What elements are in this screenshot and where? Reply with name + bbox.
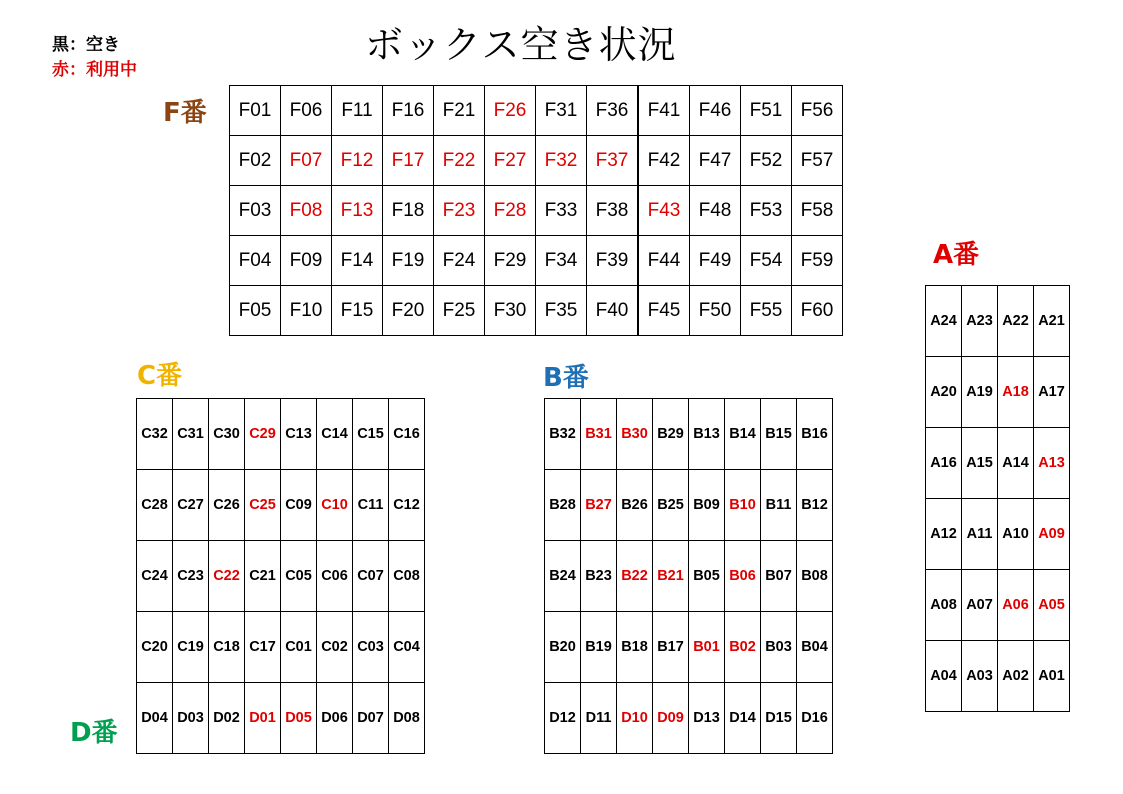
box-cell: C19 — [173, 612, 209, 683]
box-cell: A20 — [926, 357, 962, 428]
grid-row — [545, 612, 833, 683]
box-cell: C20 — [137, 612, 173, 683]
box-cell: A21 — [1034, 286, 1070, 357]
box-cell: F02 — [230, 136, 281, 186]
box-cell: C17 — [245, 612, 281, 683]
box-cell: F36 — [587, 86, 639, 136]
grid-row — [230, 236, 843, 286]
box-cell: F05 — [230, 286, 281, 336]
box-cell: C01 — [281, 612, 317, 683]
grid-row — [230, 136, 843, 186]
box-cell: C06 — [317, 541, 353, 612]
box-cell: F34 — [536, 236, 587, 286]
zone-label-d: D番 — [70, 718, 118, 748]
box-cell: D10 — [617, 683, 653, 754]
box-cell: C31 — [173, 399, 209, 470]
box-cell: C22 — [209, 541, 245, 612]
grid-row — [230, 86, 843, 136]
box-grid-c — [136, 398, 425, 754]
box-cell: B12 — [797, 470, 833, 541]
box-cell: C12 — [389, 470, 425, 541]
box-cell: D08 — [389, 683, 425, 754]
box-cell: A13 — [1034, 428, 1070, 499]
legend-in-use: 赤：利用中 — [52, 60, 137, 80]
box-cell: C11 — [353, 470, 389, 541]
box-cell: B26 — [617, 470, 653, 541]
box-cell: C13 — [281, 399, 317, 470]
box-cell: D02 — [209, 683, 245, 754]
box-cell: A15 — [962, 428, 998, 499]
grid-row — [545, 470, 833, 541]
box-cell: A17 — [1034, 357, 1070, 428]
grid-row — [926, 641, 1070, 712]
box-cell: B09 — [689, 470, 725, 541]
box-cell: B30 — [617, 399, 653, 470]
box-cell: F29 — [485, 236, 536, 286]
box-cell: A07 — [962, 570, 998, 641]
box-cell: F57 — [792, 136, 843, 186]
box-cell: B04 — [797, 612, 833, 683]
box-cell: F31 — [536, 86, 587, 136]
box-cell: B02 — [725, 612, 761, 683]
box-cell: D01 — [245, 683, 281, 754]
box-cell: B03 — [761, 612, 797, 683]
box-cell: F46 — [690, 86, 741, 136]
box-cell: F48 — [690, 186, 741, 236]
box-cell: D14 — [725, 683, 761, 754]
box-cell: F60 — [792, 286, 843, 336]
box-cell: C25 — [245, 470, 281, 541]
box-cell: A04 — [926, 641, 962, 712]
box-cell: F30 — [485, 286, 536, 336]
box-cell: F39 — [587, 236, 639, 286]
zone-label-c: C番 — [137, 361, 183, 391]
grid-row — [926, 357, 1070, 428]
grid-row — [545, 399, 833, 470]
box-cell: B01 — [689, 612, 725, 683]
box-cell: A03 — [962, 641, 998, 712]
box-grid-f — [229, 85, 843, 336]
box-cell: A19 — [962, 357, 998, 428]
box-cell: B08 — [797, 541, 833, 612]
box-cell: B15 — [761, 399, 797, 470]
box-cell: F10 — [281, 286, 332, 336]
box-cell: D16 — [797, 683, 833, 754]
box-cell: D07 — [353, 683, 389, 754]
zone-label-b: B番 — [543, 363, 589, 393]
box-cell: B18 — [617, 612, 653, 683]
box-cell: B14 — [725, 399, 761, 470]
box-cell: A16 — [926, 428, 962, 499]
box-cell: B11 — [761, 470, 797, 541]
box-cell: F28 — [485, 186, 536, 236]
box-cell: F53 — [741, 186, 792, 236]
box-cell: A05 — [1034, 570, 1070, 641]
grid-row — [137, 683, 425, 754]
box-cell: F41 — [638, 86, 690, 136]
box-cell: F15 — [332, 286, 383, 336]
box-cell: F59 — [792, 236, 843, 286]
box-cell: C04 — [389, 612, 425, 683]
box-cell: C24 — [137, 541, 173, 612]
box-cell: F22 — [434, 136, 485, 186]
box-cell: A01 — [1034, 641, 1070, 712]
box-cell: B17 — [653, 612, 689, 683]
box-cell: F49 — [690, 236, 741, 286]
box-cell: C14 — [317, 399, 353, 470]
box-cell: F38 — [587, 186, 639, 236]
box-cell: C08 — [389, 541, 425, 612]
box-cell: D06 — [317, 683, 353, 754]
box-cell: A23 — [962, 286, 998, 357]
legend-free: 黒：空き — [52, 35, 120, 55]
box-cell: F35 — [536, 286, 587, 336]
box-cell: F06 — [281, 86, 332, 136]
box-cell: C27 — [173, 470, 209, 541]
box-cell: C23 — [173, 541, 209, 612]
box-cell: B27 — [581, 470, 617, 541]
box-cell: A12 — [926, 499, 962, 570]
box-cell: C28 — [137, 470, 173, 541]
box-cell: D12 — [545, 683, 581, 754]
grid-row — [926, 428, 1070, 499]
box-grid-b — [544, 398, 833, 754]
box-cell: F21 — [434, 86, 485, 136]
box-cell: F14 — [332, 236, 383, 286]
box-cell: D05 — [281, 683, 317, 754]
box-cell: C15 — [353, 399, 389, 470]
zone-label-f: F番 — [163, 98, 207, 128]
box-cell: F26 — [485, 86, 536, 136]
box-cell: F08 — [281, 186, 332, 236]
box-cell: B25 — [653, 470, 689, 541]
box-cell: B21 — [653, 541, 689, 612]
box-cell: B19 — [581, 612, 617, 683]
grid-row — [926, 499, 1070, 570]
box-cell: A02 — [998, 641, 1034, 712]
box-cell: C10 — [317, 470, 353, 541]
grid-row — [545, 541, 833, 612]
box-cell: F04 — [230, 236, 281, 286]
box-cell: D09 — [653, 683, 689, 754]
box-cell: A10 — [998, 499, 1034, 570]
box-cell: F25 — [434, 286, 485, 336]
box-cell: B20 — [545, 612, 581, 683]
box-cell: B28 — [545, 470, 581, 541]
box-cell: A06 — [998, 570, 1034, 641]
box-cell: B05 — [689, 541, 725, 612]
box-cell: F07 — [281, 136, 332, 186]
box-cell: D03 — [173, 683, 209, 754]
box-cell: C16 — [389, 399, 425, 470]
box-cell: F03 — [230, 186, 281, 236]
grid-row — [137, 470, 425, 541]
box-cell: F51 — [741, 86, 792, 136]
grid-row — [545, 683, 833, 754]
grid-row — [137, 399, 425, 470]
grid-row — [230, 186, 843, 236]
box-cell: B07 — [761, 541, 797, 612]
box-cell: D04 — [137, 683, 173, 754]
box-cell: F40 — [587, 286, 639, 336]
box-cell: B24 — [545, 541, 581, 612]
box-cell: C07 — [353, 541, 389, 612]
box-cell: F33 — [536, 186, 587, 236]
box-cell: B29 — [653, 399, 689, 470]
box-cell: C09 — [281, 470, 317, 541]
box-cell: C30 — [209, 399, 245, 470]
box-cell: F52 — [741, 136, 792, 186]
box-cell: F42 — [638, 136, 690, 186]
box-cell: A08 — [926, 570, 962, 641]
box-cell: F37 — [587, 136, 639, 186]
box-cell: B16 — [797, 399, 833, 470]
box-cell: C21 — [245, 541, 281, 612]
box-cell: F17 — [383, 136, 434, 186]
box-cell: F45 — [638, 286, 690, 336]
box-cell: F43 — [638, 186, 690, 236]
box-cell: B13 — [689, 399, 725, 470]
box-cell: F01 — [230, 86, 281, 136]
box-cell: B32 — [545, 399, 581, 470]
box-cell: A11 — [962, 499, 998, 570]
box-cell: F09 — [281, 236, 332, 286]
box-cell: F13 — [332, 186, 383, 236]
box-cell: C29 — [245, 399, 281, 470]
box-cell: F20 — [383, 286, 434, 336]
grid-row — [230, 286, 843, 336]
box-cell: C32 — [137, 399, 173, 470]
box-cell: F23 — [434, 186, 485, 236]
zone-label-a: A番 — [933, 240, 980, 270]
box-cell: F50 — [690, 286, 741, 336]
box-cell: F12 — [332, 136, 383, 186]
box-cell: B22 — [617, 541, 653, 612]
box-cell: D15 — [761, 683, 797, 754]
box-cell: F16 — [383, 86, 434, 136]
box-cell: B31 — [581, 399, 617, 470]
box-cell: B10 — [725, 470, 761, 541]
page-title: ボックス空き状況 — [365, 23, 677, 67]
box-cell: D11 — [581, 683, 617, 754]
grid-row — [137, 541, 425, 612]
box-cell: C18 — [209, 612, 245, 683]
box-cell: C02 — [317, 612, 353, 683]
box-cell: B23 — [581, 541, 617, 612]
box-cell: C03 — [353, 612, 389, 683]
box-cell: F44 — [638, 236, 690, 286]
box-cell: F55 — [741, 286, 792, 336]
box-cell: C05 — [281, 541, 317, 612]
box-cell: C26 — [209, 470, 245, 541]
box-cell: F18 — [383, 186, 434, 236]
box-cell: F24 — [434, 236, 485, 286]
box-cell: A18 — [998, 357, 1034, 428]
box-cell: D13 — [689, 683, 725, 754]
box-cell: F56 — [792, 86, 843, 136]
box-cell: A09 — [1034, 499, 1070, 570]
box-cell: F54 — [741, 236, 792, 286]
box-grid-a — [925, 285, 1070, 712]
box-cell: A24 — [926, 286, 962, 357]
grid-row — [137, 612, 425, 683]
box-cell: F11 — [332, 86, 383, 136]
box-cell: F58 — [792, 186, 843, 236]
grid-row — [926, 286, 1070, 357]
box-cell: B06 — [725, 541, 761, 612]
box-cell: F32 — [536, 136, 587, 186]
box-cell: F27 — [485, 136, 536, 186]
box-cell: A14 — [998, 428, 1034, 499]
grid-row — [926, 570, 1070, 641]
box-cell: F47 — [690, 136, 741, 186]
box-cell: A22 — [998, 286, 1034, 357]
box-cell: F19 — [383, 236, 434, 286]
